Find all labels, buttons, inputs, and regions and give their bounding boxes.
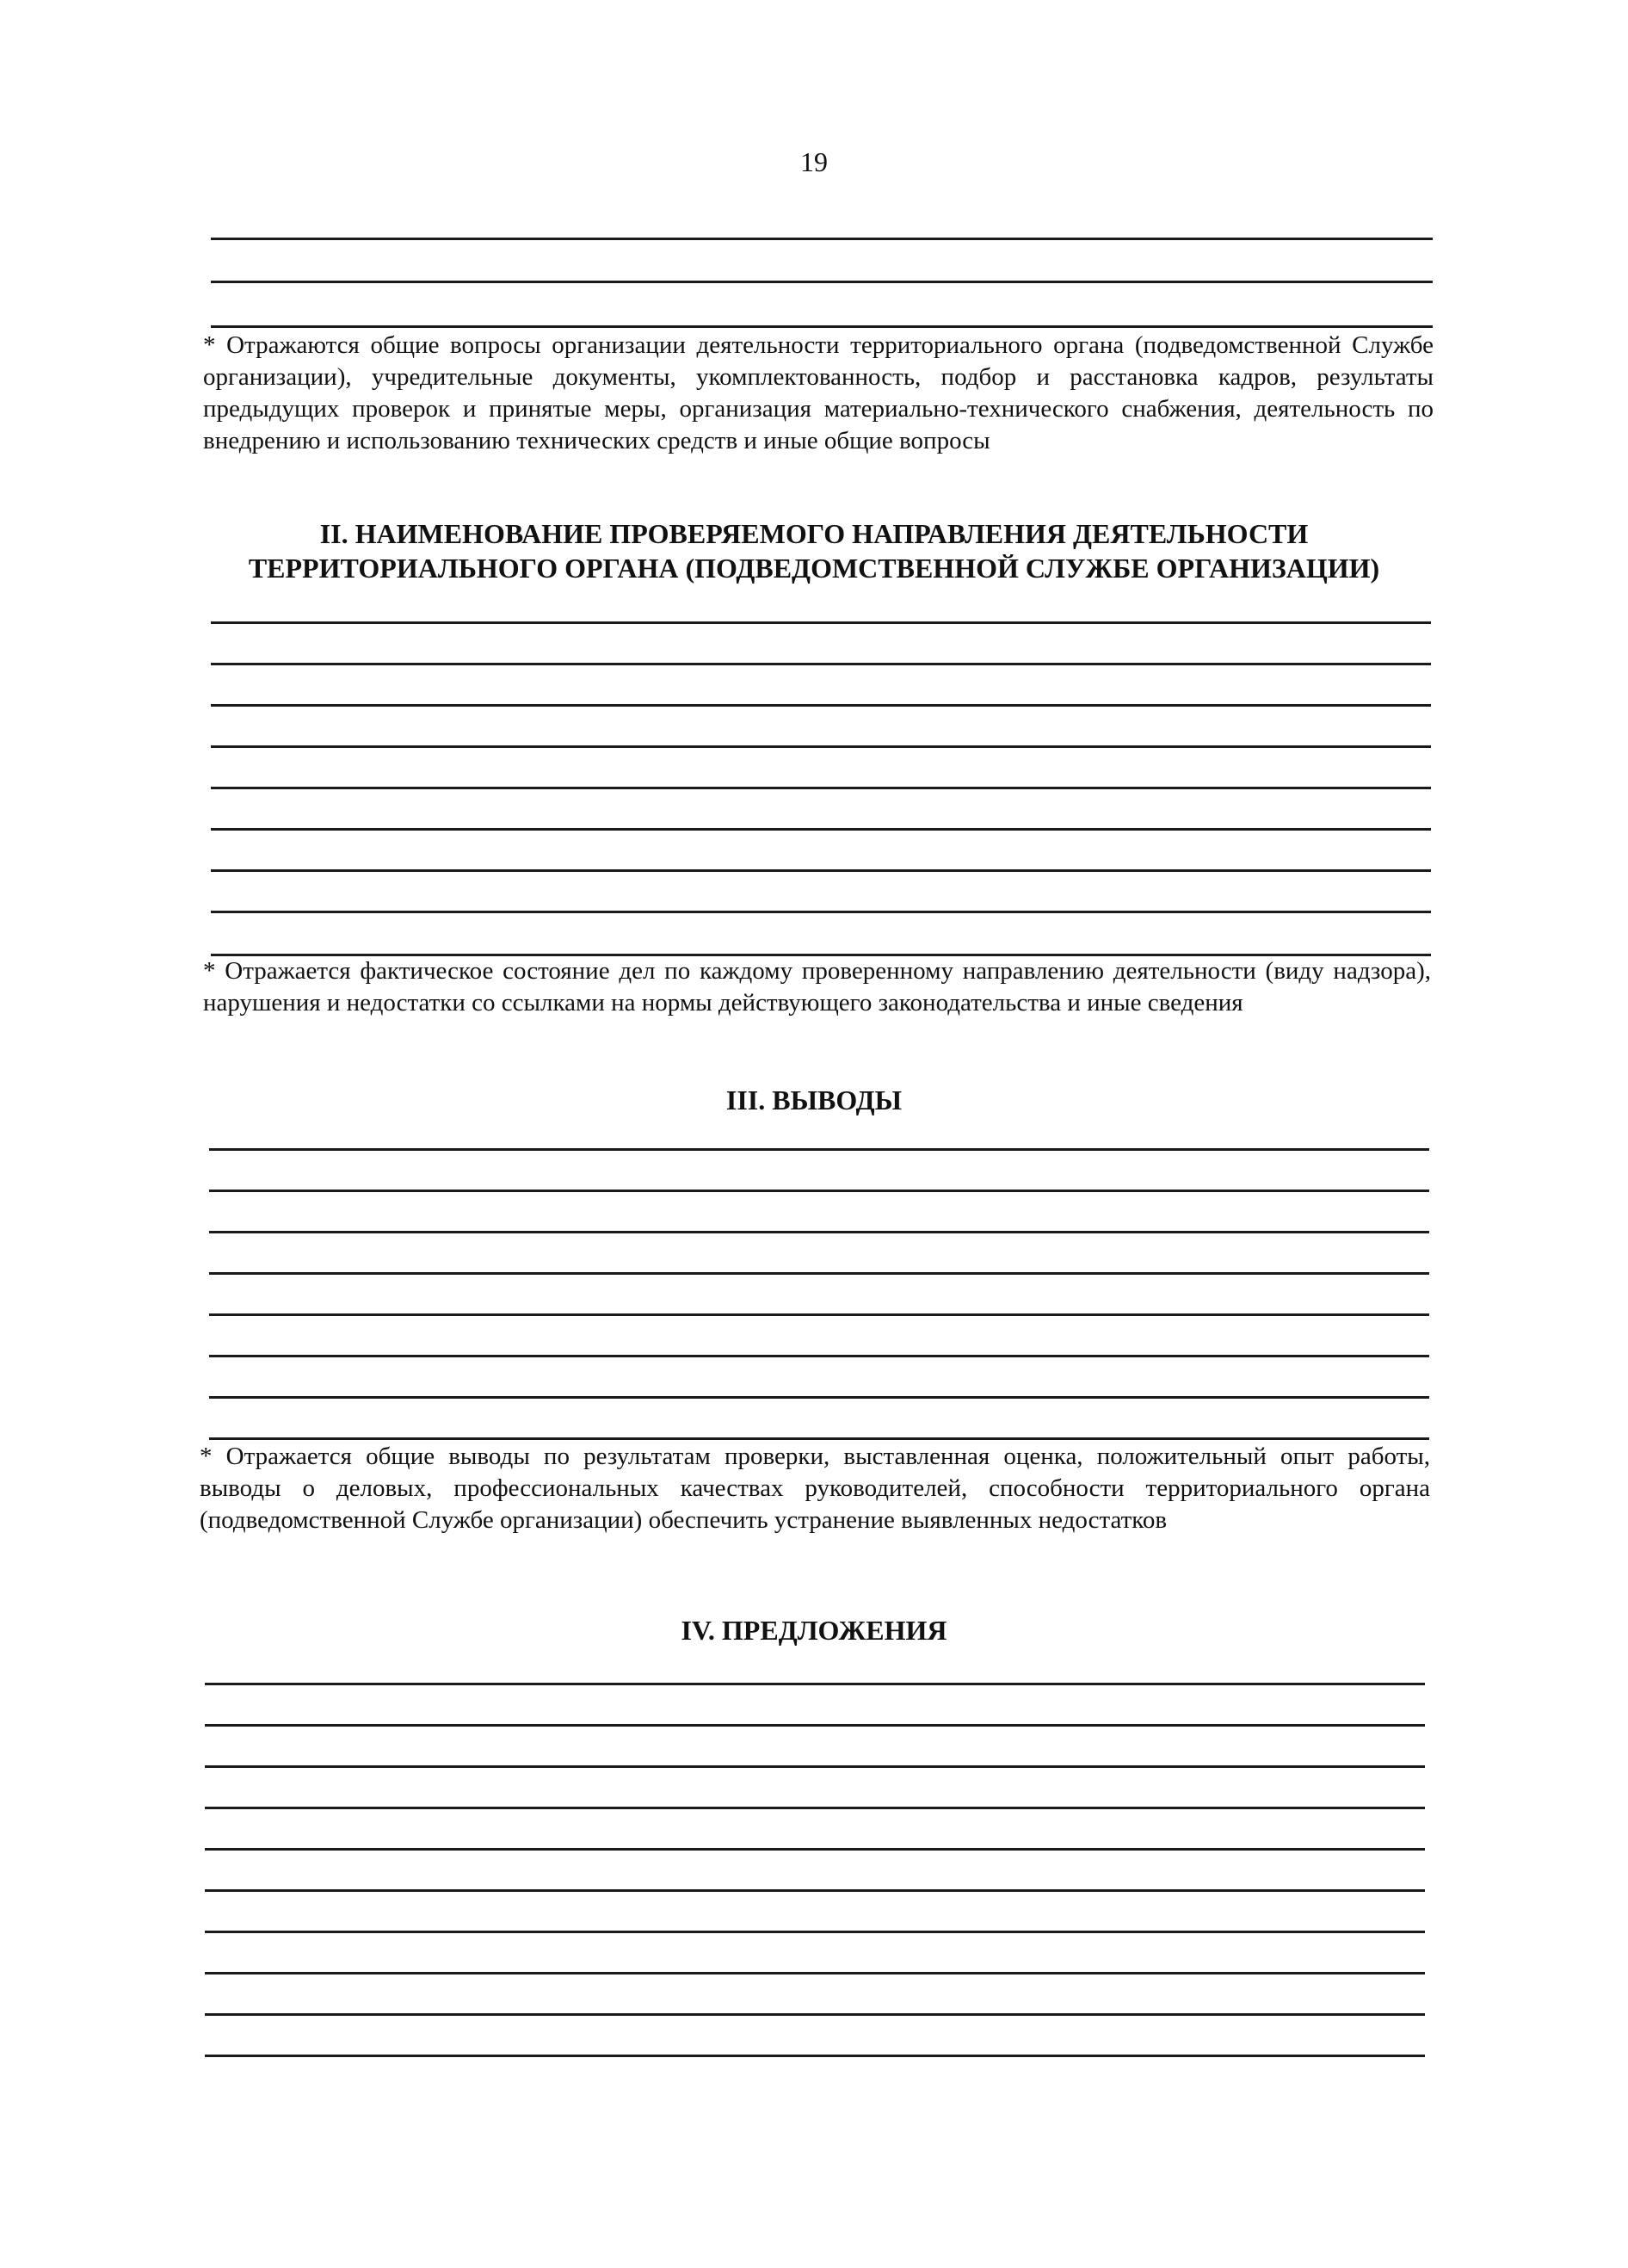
blank-line xyxy=(205,1972,1425,1974)
blank-line xyxy=(205,1724,1425,1727)
blank-line xyxy=(211,911,1431,913)
blank-line xyxy=(209,1272,1429,1275)
blank-line xyxy=(209,1190,1429,1192)
section-2-heading-line2: ТЕРРИТОРИАЛЬНОГО ОРГАНА (ПОДВЕДОМСТВЕННОЙ СЛУЖБЕ ОРГАНИЗАЦИИ) xyxy=(248,553,1380,584)
blank-line xyxy=(209,1148,1429,1151)
blank-line xyxy=(209,1396,1429,1399)
blank-line xyxy=(211,663,1431,665)
blank-line xyxy=(205,2055,1425,2057)
actual-state-note: * Отражается фактическое состояние дел по каждому проверенному направлению деятельности (виду надзора), нарушения и недостатки со ссылками на нормы действующего законодательства и иные сведения xyxy=(203,957,1431,1017)
blank-line xyxy=(211,745,1431,748)
blank-line xyxy=(211,869,1431,872)
blank-line xyxy=(211,704,1431,707)
blank-line xyxy=(209,1355,1429,1357)
page-number: 19 xyxy=(800,146,828,177)
section-2-heading-line1: II. НАИМЕНОВАНИЕ ПРОВЕРЯЕМОГО НАПРАВЛЕНИЯ ДЕЯТЕЛЬНОСТИ xyxy=(319,518,1309,549)
blank-line xyxy=(205,1765,1425,1768)
blank-line xyxy=(205,1889,1425,1892)
blank-line xyxy=(211,828,1431,831)
section-2-heading xyxy=(0,516,1628,585)
section-4-heading: IV. ПРЕДЛОЖЕНИЯ xyxy=(681,1615,947,1646)
blank-line xyxy=(211,787,1431,789)
blank-line xyxy=(205,1683,1425,1685)
blank-line xyxy=(209,1313,1429,1316)
blank-line xyxy=(205,1848,1425,1851)
blank-line xyxy=(211,238,1433,240)
blank-line xyxy=(211,325,1433,328)
blank-line xyxy=(209,1437,1429,1440)
section-3-heading: III. ВЫВОДЫ xyxy=(725,1085,903,1115)
blank-line xyxy=(211,281,1433,283)
blank-line xyxy=(211,621,1431,624)
conclusions-note: * Отражается общие выводы по результатам проверки, выставленная оценка, положительный опыт работы, выводы о деловых, профессиональных качествах руководителей, способности территориального органа (подведомственной Службе организации) обеспечить устранение выявленных недостатков xyxy=(200,1443,1430,1534)
blank-line xyxy=(205,2013,1425,2016)
blank-line xyxy=(205,1807,1425,1809)
blank-line xyxy=(205,1931,1425,1933)
general-questions-note: * Отражаются общие вопросы организации деятельности территориального органа (подведомственной Службе организации), учредительные документы, укомплектованность, подбор и расстановка кадров, результаты предыдущих проверок и принятые меры, организация материально-технического снабжения, деятельность по внедрению и использованию технических средств и иные общие вопросы xyxy=(203,331,1434,454)
blank-line xyxy=(209,1231,1429,1233)
